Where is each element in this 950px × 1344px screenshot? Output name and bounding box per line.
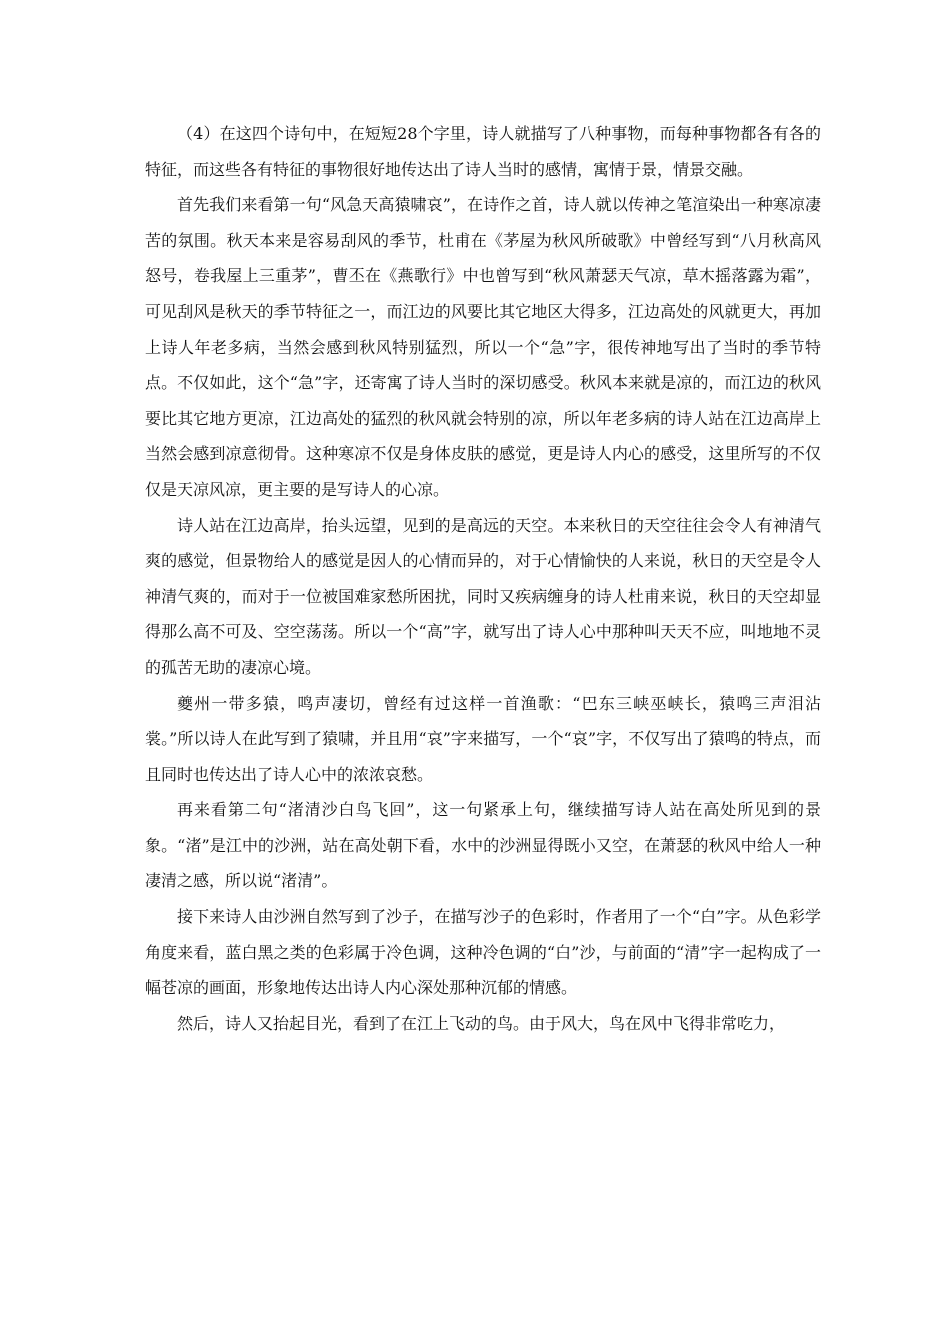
paragraph-sky-analysis: 诗人站在江边高岸，抬头远望，见到的是高远的天空。本来秋日的天空往往会令人有神清气爽的感觉，但景物给人的感觉是因人的心情而异的，对于心情愉快的人来说，秋日的天空是令人神清气爽的，而对于一位被国难家愁所困扰，同时又疾病缠身的诗人杜甫来说，秋日的天空却显得那么高不可及、空空荡荡。所以一个“高”字，就写出了诗人心中那种叫天天不应，叫地地不灵的孤苦无助的凄凉心境。	[145, 515, 821, 677]
article-body	[145, 116, 821, 1041]
paragraph-bird-analysis: 然后，诗人又抬起目光，看到了在江上飞动的鸟。由于风大，鸟在风中飞得非常吃力，	[177, 1013, 786, 1033]
paragraph-intro: （4）在这四个诗句中，在短短28个字里，诗人就描写了八种事物，而每种事物都各有各的特征，而这些各有特征的事物很好地传达出了诗人当时的感情，寓情于景，情景交融。	[145, 124, 821, 179]
paragraph-second-line-analysis: 再来看第二句“渚清沙白鸟飞回”，这一句紧承上句，继续描写诗人站在高处所见到的景象。“渚”是江中的沙洲，站在高处朝下看，水中的沙洲显得既小又空，在萧瑟的秋风中给人一种凄清之感，所以说“渚清”。	[145, 800, 821, 891]
paragraph-first-line-analysis: 首先我们来看第一句“风急天高猿啸哀”，在诗作之首，诗人就以传神之笔渲染出一种寒凉凄苦的氛围。秋天本来是容易刮风的季节，杜甫在《茅屋为秋风所破歌》中曾经写到“八月秋高风怒号，卷我屋上三重茅”，曹丕在《燕歌行》中也曾写到“秋风萧瑟天气凉，草木摇落露为霜”，可见刮风是秋天的季节特征之一，而江边的风要比其它地区大得多，江边高处的风就更大，再加上诗人年老多病，当然会感到秋风特别猛烈，所以一个“急”字，很传神地写出了当时的季节特点。不仅如此，这个“急”字，还寄寓了诗人当时的深切感受。秋风本来就是凉的，而江边的秋风要比其它地方更凉，江边高处的猛烈的秋风就会特别的凉，所以年老多病的诗人站在江边高岸上当然会感到凉意彻骨。这种寒凉不仅是身体皮肤的感觉，更是诗人内心的感受，这里所写的不仅仅是天凉风凉，更主要的是写诗人的心凉。	[145, 195, 821, 499]
paragraph-ape-analysis: 夔州一带多猿，鸣声凄切，曾经有过这样一首渔歌：“巴东三峡巫峡长，猿鸣三声泪沾裳。”所以诗人在此写到了猿啸，并且用“哀”字来描写，一个“哀”字，不仅写出了猿鸣的特点，而且同时也传达出了诗人心中的浓浓哀愁。	[145, 693, 821, 784]
paragraph-sand-analysis: 接下来诗人由沙洲自然写到了沙子，在描写沙子的色彩时，作者用了一个“白”字。从色彩学角度来看，蓝白黑之类的色彩属于冷色调，这种冷色调的“白”沙，与前面的“清”字一起构成了一幅苍凉的画面，形象地传达出诗人内心深处那种沉郁的情感。	[145, 907, 821, 998]
